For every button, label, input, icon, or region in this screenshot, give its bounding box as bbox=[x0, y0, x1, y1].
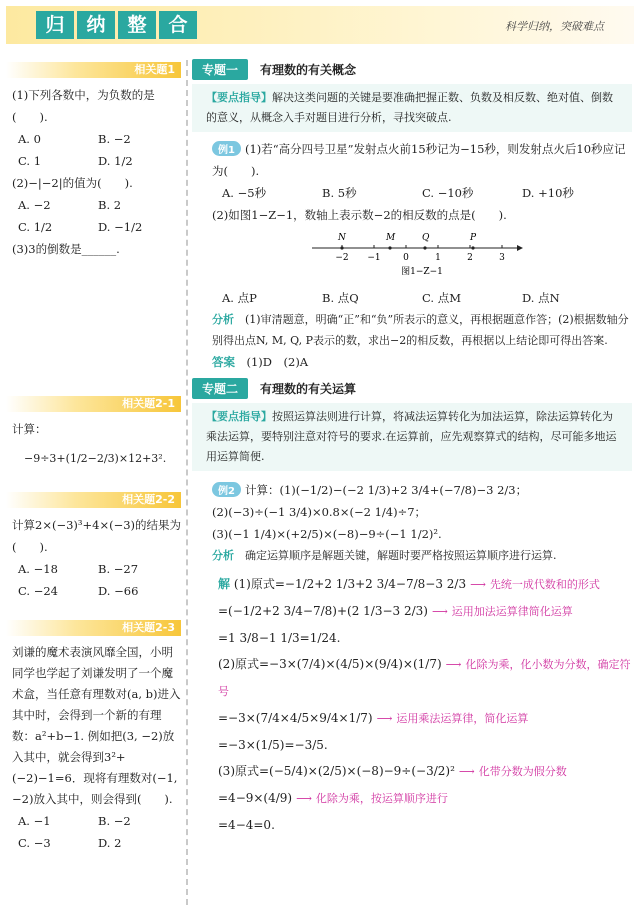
related-1 bbox=[6, 62, 181, 260]
related-1-q3: (3)3的倒数是______. bbox=[12, 242, 120, 256]
option: D. −66 bbox=[98, 584, 139, 598]
related-1-q1: (1)下列各数中，为负数的是( ). bbox=[12, 88, 155, 124]
analysis-2 bbox=[192, 545, 632, 567]
related-2-2-label: 相关题2-2 bbox=[6, 492, 181, 508]
tip-text: 按照运算法则进行计算，将减法运算转化为加法运算，除法运算转化为乘法运算，要特别注意对符号的要求.在运算前，应先观察算式的结构，尽可能多地运用运算简便. bbox=[206, 410, 617, 463]
example-2-l3: (3)(−1 1/4)×(+2/5)×(−8)−9÷(−1 1/2)². bbox=[212, 527, 442, 541]
topic-1-label: 专题一 bbox=[192, 59, 248, 80]
analysis-label: 分析 bbox=[212, 313, 234, 326]
option: C. −10秒 bbox=[422, 186, 474, 200]
tick-label: 1 bbox=[435, 253, 441, 263]
related-2-1-lead: 计算： bbox=[12, 422, 47, 436]
solution-label: 解 bbox=[218, 577, 231, 591]
option: C. 1/2 bbox=[18, 220, 53, 234]
topic-1-tip bbox=[192, 84, 632, 132]
arrow-icon: ⟶ bbox=[470, 578, 486, 591]
step-expr: =4−9×(4/9) bbox=[218, 791, 293, 805]
figure-caption: 图1−Z−1 bbox=[401, 267, 443, 277]
solution bbox=[192, 571, 632, 838]
related-2-3 bbox=[6, 620, 181, 854]
answer-label: 答案 bbox=[212, 355, 235, 369]
point-label-p: P bbox=[470, 233, 477, 243]
arrow-icon: ⟶ bbox=[376, 712, 393, 725]
solution-step bbox=[192, 625, 632, 651]
tick-label: 0 bbox=[403, 253, 409, 263]
tip-text: 解决这类问题的关键是要准确把握正数、负数及相反数、绝对值、倒数的意义，从概念入手对题目进行分析，寻找突破点. bbox=[206, 91, 613, 124]
option: C. 点M bbox=[422, 291, 461, 305]
step-expr: (2)原式=−3×(7/4)×(4/5)×(9/4)×(1/7) bbox=[218, 657, 442, 671]
step-note: 运用加法运算律简化运算 bbox=[451, 605, 573, 618]
tick-label: 2 bbox=[467, 253, 473, 263]
step-expr: (1)原式=−1/2+2 1/3+2 3/4−7/8−3 2/3 bbox=[233, 577, 467, 591]
tick-label: 3 bbox=[499, 253, 505, 263]
option: A. 点P bbox=[222, 291, 257, 305]
point-label-q: Q bbox=[422, 233, 430, 243]
step-expr: =(−1/2+2 3/4−7/8)+(2 1/3−3 2/3) bbox=[218, 604, 428, 618]
arrow-icon: ⟶ bbox=[296, 792, 312, 805]
option: D. −1/2 bbox=[98, 220, 143, 234]
related-2-1-label: 相关题2-1 bbox=[6, 396, 181, 412]
arrow-icon: ⟶ bbox=[445, 658, 462, 671]
option: A. −18 bbox=[18, 562, 58, 576]
option: A. −5秒 bbox=[222, 186, 267, 200]
example-1-q1-text: (1)若“高分四号卫星”发射点火前15秒记为−15秒，则发射点火后10秒应记为( ). bbox=[212, 142, 626, 178]
option: C. 1 bbox=[18, 154, 42, 168]
arrow-icon: ⟶ bbox=[458, 765, 475, 778]
option: D. +10秒 bbox=[522, 186, 574, 200]
answer-1 bbox=[192, 351, 632, 373]
option: A. 0 bbox=[18, 132, 41, 146]
tick-label: −1 bbox=[367, 253, 381, 263]
related-1-label: 相关题1 bbox=[6, 62, 181, 78]
topic-1-name: 有理数的有关概念 bbox=[260, 62, 357, 77]
option: C. −3 bbox=[18, 836, 51, 850]
step-expr: =1 3/8−1 1/3=1/24. bbox=[218, 631, 341, 645]
solution-step bbox=[192, 732, 632, 758]
step-note: 化带分数为假分数 bbox=[478, 765, 567, 778]
option: C. −24 bbox=[18, 584, 58, 598]
related-2-1 bbox=[6, 396, 181, 470]
option: A. −1 bbox=[18, 814, 51, 828]
example-1-q2: (2)如图1−Z−1，数轴上表示数−2的相反数的点是( ). bbox=[212, 208, 507, 222]
point-label-n: N bbox=[338, 233, 346, 243]
solution-step bbox=[192, 705, 632, 732]
related-2-3-label: 相关题2-3 bbox=[6, 620, 181, 636]
related-2-2-q: 计算2×(−3)³+4×(−3)的结果为( ). bbox=[12, 518, 182, 554]
related-2-3-q: 刘谦的魔术表演风靡全国，小明同学也学起了刘谦发明了一个魔术盒，当任意有理数对(a, b)进入其中时，会得到一个新的有理数：a²+b−1. 例如把(3, −2)放入其中，就会得到3²+(−2)−1=6．现将有理数对(−1, −2)放入其中，则会得到( ). bbox=[12, 645, 181, 806]
step-note: 先统一成代数和的形式 bbox=[489, 578, 600, 591]
option: B. 2 bbox=[98, 198, 122, 212]
related-1-q2: (2)−|−2|的值为( ). bbox=[12, 176, 133, 190]
solution-step bbox=[192, 812, 632, 838]
topic-2-tip bbox=[192, 403, 632, 471]
arrow-icon: ⟶ bbox=[431, 605, 448, 618]
header-banner bbox=[6, 6, 634, 44]
tip-label: 【要点指导】 bbox=[206, 410, 272, 423]
solution-step bbox=[192, 571, 632, 598]
solution-step bbox=[192, 598, 632, 625]
tip-label: 【要点指导】 bbox=[206, 91, 272, 104]
topic-1-header bbox=[192, 58, 632, 80]
main-content bbox=[192, 58, 632, 838]
title-char: 归 bbox=[36, 11, 74, 39]
column-divider bbox=[186, 60, 188, 905]
example-1-q1 bbox=[192, 138, 632, 182]
solution-step bbox=[192, 758, 632, 785]
option: B. −27 bbox=[98, 562, 139, 576]
title-char: 合 bbox=[159, 11, 197, 39]
point-label-m: M bbox=[386, 233, 396, 243]
step-expr: =4−4=0. bbox=[218, 818, 275, 832]
topic-2-header bbox=[192, 377, 632, 399]
option: B. 点Q bbox=[322, 291, 359, 305]
step-expr: =−3×(7/4×4/5×9/4×1/7) bbox=[218, 711, 373, 725]
topic-2-name: 有理数的有关运算 bbox=[260, 381, 357, 396]
related-2-2 bbox=[6, 492, 181, 602]
step-expr: (3)原式=(−5/4)×(2/5)×(−8)−9÷(−3/2)² bbox=[218, 764, 455, 778]
analysis-label: 分析 bbox=[212, 549, 234, 562]
related-2-1-expr: −9÷3+(1/2−2/3)×12+3². bbox=[24, 452, 167, 465]
option: B. 5秒 bbox=[322, 186, 357, 200]
example-badge: 例2 bbox=[212, 482, 241, 497]
example-2-l2: (2)(−3)÷(−1 3/4)×0.8×(−2 1/4)÷7； bbox=[212, 505, 427, 519]
analysis-text: 确定运算顺序是解题关键，解题时要严格按照运算顺序进行运算. bbox=[245, 549, 557, 562]
header-title bbox=[36, 11, 197, 39]
step-note: 化除为乘，按运算顺序进行 bbox=[315, 792, 448, 805]
title-char: 整 bbox=[118, 11, 156, 39]
option: B. −2 bbox=[98, 814, 131, 828]
solution-step bbox=[192, 785, 632, 812]
tick-label: −2 bbox=[335, 253, 349, 263]
step-note: 运用乘法运算律，简化运算 bbox=[396, 712, 529, 725]
step-expr: =−3×(1/5)=−3/5. bbox=[218, 738, 328, 752]
title-char: 纳 bbox=[77, 11, 115, 39]
example-2-l1-text: 计算：(1)(−1/2)−(−2 1/3)+2 3/4+(−7/8)−3 2/3； bbox=[244, 483, 528, 497]
analysis-1 bbox=[192, 309, 632, 351]
header-tagline: 科学归纳，突破难点 bbox=[505, 20, 604, 33]
option: B. −2 bbox=[98, 132, 131, 146]
step-note: 化除为乘，化小数为分数，确定符号 bbox=[218, 658, 631, 698]
option: A. −2 bbox=[18, 198, 51, 212]
example-2-l1 bbox=[192, 479, 632, 501]
option: D. 2 bbox=[98, 836, 122, 850]
option: D. 点N bbox=[522, 291, 560, 305]
example-badge: 例1 bbox=[212, 141, 241, 156]
number-line-figure bbox=[192, 226, 632, 284]
analysis-text: (1)审清题意，明确“正”和“负”所表示的意义，再根据题意作答；(2)根据数轴分别得出点N, M, Q, P表示的数，求出−2的相反数，再根据以上结论即可得出答案. bbox=[212, 313, 629, 347]
topic-2-label: 专题二 bbox=[192, 378, 248, 399]
solution-step bbox=[192, 651, 632, 705]
answer-text: (1)D (2)A bbox=[246, 355, 309, 369]
option: D. 1/2 bbox=[98, 154, 133, 168]
